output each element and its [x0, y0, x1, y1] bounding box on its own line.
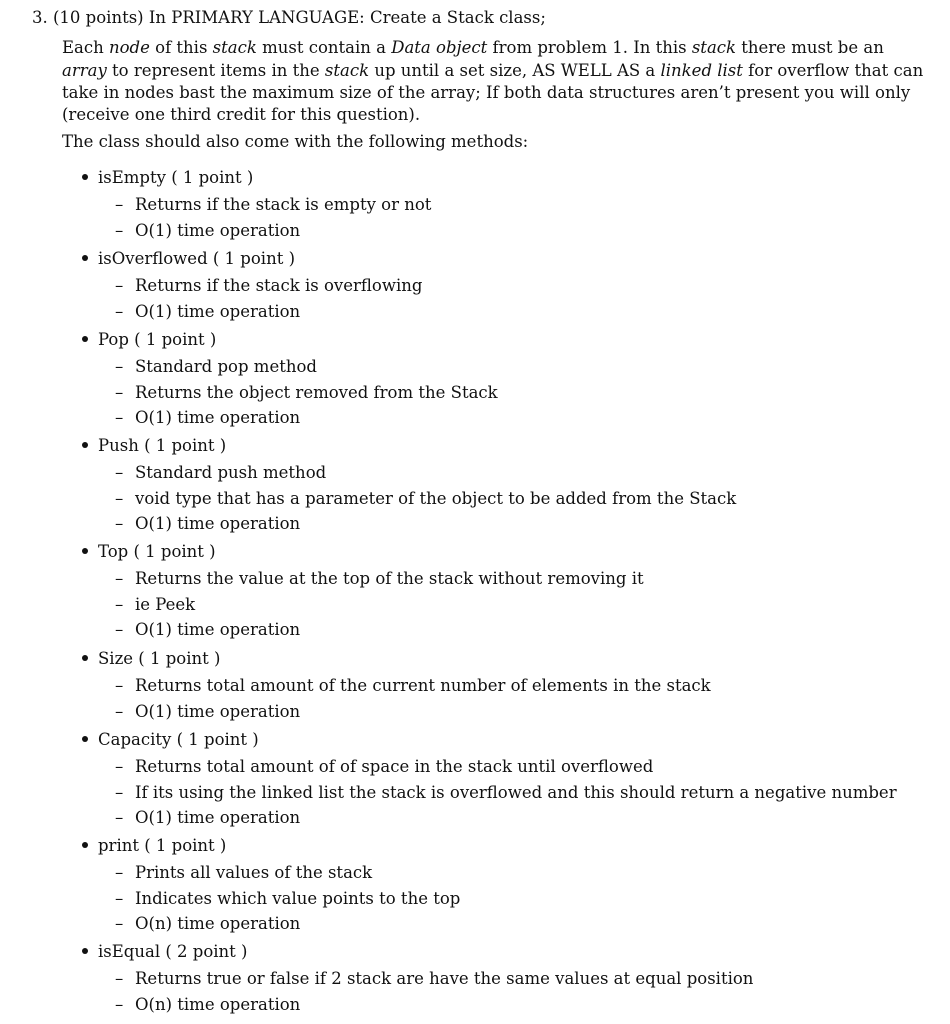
detail-text: O(1) time operation: [135, 701, 301, 721]
dash-icon: –: [115, 594, 124, 614]
method-label: isOverflowed ( 1 point ): [98, 249, 296, 268]
method-item: [82, 330, 216, 350]
detail-text: Returns the value at the top of the stack without removing it: [135, 569, 644, 588]
text-run: up until a set size, AS WELL AS a: [369, 61, 661, 80]
emphasis-linked-list: linked list: [660, 61, 743, 80]
intro-line-3: take in nodes bast the maximum size of the array; If both data structures aren’t present you will only: [62, 83, 911, 102]
method-detail: [115, 195, 431, 215]
dash-icon: –: [115, 220, 124, 240]
method-label: Capacity ( 1 point ): [98, 730, 259, 749]
text-run: for overflow that can: [742, 61, 924, 80]
detail-text: ie Peek: [135, 594, 196, 614]
bullet-icon: [82, 655, 88, 661]
dash-icon: –: [115, 701, 124, 721]
text-run: of this: [149, 38, 213, 57]
bullet-icon: [82, 548, 88, 554]
dash-icon: –: [115, 463, 124, 482]
detail-text: Standard pop method: [135, 357, 317, 376]
detail-text: Returns the object removed from the Stack: [135, 382, 498, 402]
emphasis-data-object: Data object: [391, 38, 488, 57]
bullet-icon: [82, 255, 88, 261]
detail-text: void type that has a parameter of the object to be added from the Stack: [135, 488, 737, 508]
detail-text: Standard push method: [135, 463, 327, 482]
detail-text: O(n) time operation: [135, 994, 301, 1014]
dash-icon: –: [115, 195, 124, 214]
text-run: there must be an: [736, 38, 884, 57]
detail-text: O(1) time operation: [135, 408, 301, 427]
method-label: Top ( 1 point ): [98, 542, 216, 561]
dash-icon: –: [115, 757, 124, 776]
dash-icon: –: [115, 969, 124, 988]
emphasis-array: array: [62, 61, 107, 80]
method-item: [82, 542, 216, 562]
dash-icon: –: [115, 676, 124, 695]
detail-text: Returns true or false if 2 stack are have the same values at equal position: [135, 969, 754, 988]
detail-text: If its using the linked list the stack is overflowed and this should return a negative number: [135, 782, 897, 802]
method-detail: [115, 889, 460, 909]
methods-intro: The class should also come with the following methods:: [62, 132, 529, 151]
dash-icon: –: [115, 863, 124, 882]
dash-icon: –: [115, 808, 124, 827]
emphasis-stack: stack: [691, 38, 737, 57]
method-detail: [115, 757, 653, 777]
intro-line-1: [62, 38, 884, 58]
dash-icon: –: [115, 276, 124, 295]
detail-text: Prints all values of the stack: [135, 863, 373, 882]
dash-icon: –: [115, 301, 124, 321]
method-item: [82, 436, 226, 456]
method-detail: [115, 408, 300, 428]
method-label: print ( 1 point ): [98, 836, 227, 855]
dash-icon: –: [115, 408, 124, 427]
method-detail: [115, 463, 326, 483]
emphasis-node: node: [109, 38, 150, 57]
method-detail: [115, 863, 372, 883]
dash-icon: –: [115, 569, 124, 588]
method-detail: [115, 702, 300, 722]
method-label: Pop ( 1 point ): [98, 330, 217, 349]
detail-text: Returns if the stack is empty or not: [135, 195, 432, 214]
emphasis-stack: stack: [324, 61, 370, 80]
question-title: 3. (10 points) In PRIMARY LANGUAGE: Create a Stack class;: [32, 8, 546, 27]
dash-icon: –: [115, 382, 124, 402]
method-detail: [115, 302, 300, 322]
dash-icon: –: [115, 357, 124, 376]
detail-text: O(1) time operation: [135, 301, 301, 321]
method-item: [82, 168, 253, 188]
method-label: isEmpty ( 1 point ): [98, 168, 254, 187]
method-item: [82, 249, 295, 269]
method-label: Size ( 1 point ): [98, 649, 221, 668]
detail-text: O(1) time operation: [135, 620, 301, 639]
intro-line-2: [62, 61, 923, 81]
method-detail: [115, 783, 897, 803]
detail-text: O(1) time operation: [135, 808, 301, 827]
dash-icon: –: [115, 914, 124, 933]
method-item: [82, 836, 226, 856]
text-run: from problem 1. In this: [487, 38, 692, 57]
method-detail: [115, 676, 711, 696]
detail-text: Indicates which value points to the top: [135, 888, 461, 908]
dash-icon: –: [115, 488, 124, 508]
text-run: must contain a: [256, 38, 392, 57]
bullet-icon: [82, 948, 88, 954]
method-label: Push ( 1 point ): [98, 436, 227, 455]
method-detail: [115, 357, 317, 377]
method-detail: [115, 914, 300, 934]
method-detail: [115, 276, 422, 296]
method-item: [82, 730, 259, 750]
method-detail: [115, 995, 300, 1015]
bullet-icon: [82, 336, 88, 342]
bullet-icon: [82, 442, 88, 448]
method-detail: [115, 221, 300, 241]
bullet-icon: [82, 174, 88, 180]
detail-text: Returns total amount of the current number of elements in the stack: [135, 676, 711, 695]
text-run: to represent items in the: [106, 61, 325, 80]
method-detail: [115, 595, 195, 615]
dash-icon: –: [115, 994, 124, 1014]
dash-icon: –: [115, 514, 124, 533]
method-detail: [115, 569, 644, 589]
dash-icon: –: [115, 782, 124, 802]
method-detail: [115, 620, 300, 640]
method-detail: [115, 514, 300, 534]
detail-text: O(n) time operation: [135, 914, 301, 933]
method-item: [82, 649, 220, 669]
bullet-icon: [82, 736, 88, 742]
detail-text: Returns if the stack is overflowing: [135, 276, 423, 295]
method-item: [82, 942, 247, 962]
detail-text: Returns total amount of of space in the stack until overflowed: [135, 757, 654, 776]
method-detail: [115, 489, 736, 509]
detail-text: O(1) time operation: [135, 220, 301, 240]
bullet-icon: [82, 842, 88, 848]
intro-line-4: (receive one third credit for this question).: [62, 105, 421, 124]
emphasis-stack: stack: [212, 38, 257, 57]
method-detail: [115, 383, 498, 403]
detail-text: O(1) time operation: [135, 514, 301, 533]
text-run: Each: [62, 38, 109, 57]
dash-icon: –: [115, 620, 124, 639]
method-detail: [115, 969, 753, 989]
method-label: isEqual ( 2 point ): [98, 942, 248, 961]
dash-icon: –: [115, 888, 124, 908]
method-detail: [115, 808, 300, 828]
